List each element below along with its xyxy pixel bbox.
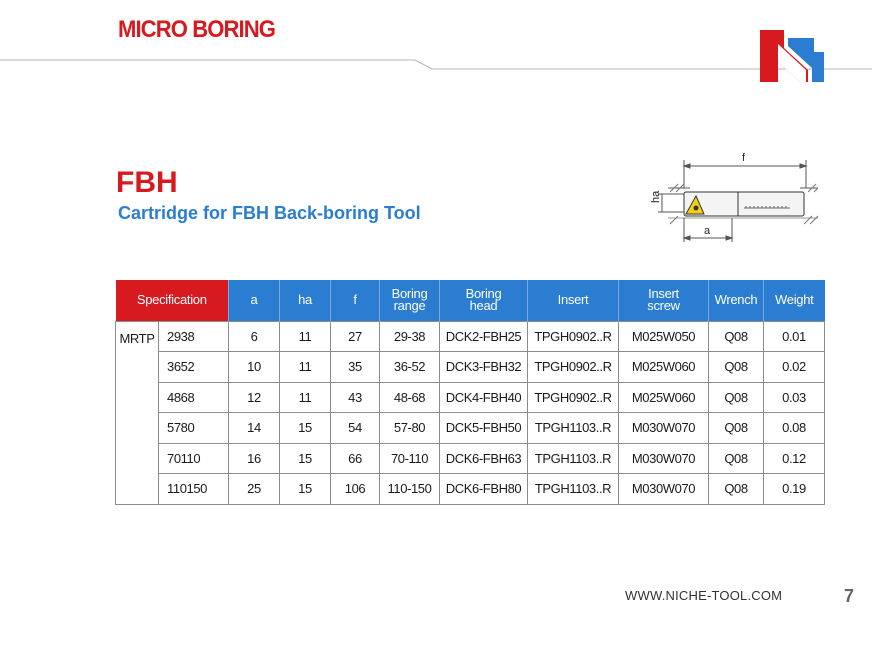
cell-a: 10 xyxy=(229,352,280,383)
cell-insert: TPGH1103..R xyxy=(528,443,619,474)
cell-weight: 0.08 xyxy=(764,413,825,444)
cell-f: 54 xyxy=(331,413,380,444)
column-header: Wrench xyxy=(709,280,764,321)
cell-range: 29-38 xyxy=(380,321,440,352)
cartridge-dimension-diagram xyxy=(640,148,830,248)
cell-wrench: Q08 xyxy=(709,382,764,413)
cell-wrench: Q08 xyxy=(709,474,764,505)
table-row xyxy=(116,443,825,474)
cell-head: DCK6-FBH80 xyxy=(440,474,528,505)
cell-weight: 0.03 xyxy=(764,382,825,413)
column-header: a xyxy=(229,280,280,321)
column-header: Boring range xyxy=(380,280,440,321)
cell-range: 70-110 xyxy=(380,443,440,474)
cell-weight: 0.02 xyxy=(764,352,825,383)
cell-insert: TPGH1103..R xyxy=(528,413,619,444)
cell-a: 25 xyxy=(229,474,280,505)
specification-table xyxy=(115,280,825,505)
cell-insert: TPGH0902..R xyxy=(528,321,619,352)
table-body xyxy=(116,321,825,504)
cell-model: 2938 xyxy=(159,321,229,352)
cell-a: 14 xyxy=(229,413,280,444)
table-row xyxy=(116,474,825,505)
cell-range: 48-68 xyxy=(380,382,440,413)
cell-wrench: Q08 xyxy=(709,413,764,444)
cell-wrench: Q08 xyxy=(709,443,764,474)
column-header: Weight xyxy=(764,280,825,321)
cell-model: 110150 xyxy=(159,474,229,505)
cell-wrench: Q08 xyxy=(709,321,764,352)
table-row xyxy=(116,352,825,383)
page-number: 7 xyxy=(844,586,855,606)
dimension-label-f: f xyxy=(742,152,746,164)
cell-insert: TPGH0902..R xyxy=(528,352,619,383)
cell-range: 110-150 xyxy=(380,474,440,505)
table-row xyxy=(116,413,825,444)
cell-f: 66 xyxy=(331,443,380,474)
header-title: MICRO BORING xyxy=(118,16,276,43)
cell-screw: M025W050 xyxy=(619,321,709,352)
cell-weight: 0.19 xyxy=(764,474,825,505)
cell-model: 5780 xyxy=(159,413,229,444)
cell-screw: M025W060 xyxy=(619,352,709,383)
cell-ha: 11 xyxy=(280,352,331,383)
cell-head: DCK3-FBH32 xyxy=(440,352,528,383)
cell-ha: 15 xyxy=(280,474,331,505)
cell-model: 3652 xyxy=(159,352,229,383)
table-row xyxy=(116,321,825,352)
cell-model: 4868 xyxy=(159,382,229,413)
series-name: MRTP xyxy=(116,321,159,504)
column-header: Insert screw xyxy=(619,280,709,321)
cell-head: DCK2-FBH25 xyxy=(440,321,528,352)
cell-insert: TPGH1103..R xyxy=(528,474,619,505)
table-header-row xyxy=(116,280,825,321)
website-url: WWW.NICHE-TOOL.COM xyxy=(625,588,783,603)
column-header: f xyxy=(331,280,380,321)
cell-range: 57-80 xyxy=(380,413,440,444)
column-header: ha xyxy=(280,280,331,321)
table-row xyxy=(116,382,825,413)
cell-weight: 0.01 xyxy=(764,321,825,352)
cell-wrench: Q08 xyxy=(709,352,764,383)
cell-f: 106 xyxy=(331,474,380,505)
cell-f: 27 xyxy=(331,321,380,352)
cell-screw: M025W060 xyxy=(619,382,709,413)
product-code: FBH xyxy=(116,166,178,199)
dimension-label-a: a xyxy=(704,225,711,237)
cell-ha: 11 xyxy=(280,382,331,413)
cell-ha: 15 xyxy=(280,413,331,444)
cell-head: DCK5-FBH50 xyxy=(440,413,528,444)
product-subtitle: Cartridge for FBH Back-boring Tool xyxy=(118,203,421,223)
cell-model: 70110 xyxy=(159,443,229,474)
cell-screw: M030W070 xyxy=(619,413,709,444)
cell-screw: M030W070 xyxy=(619,474,709,505)
header-divider-line xyxy=(0,0,872,90)
dimension-label-ha: ha xyxy=(650,190,662,203)
cell-ha: 11 xyxy=(280,321,331,352)
cell-f: 43 xyxy=(331,382,380,413)
cell-ha: 15 xyxy=(280,443,331,474)
cell-weight: 0.12 xyxy=(764,443,825,474)
column-header: Boring head xyxy=(440,280,528,321)
cell-range: 36-52 xyxy=(380,352,440,383)
cell-a: 16 xyxy=(229,443,280,474)
cell-a: 6 xyxy=(229,321,280,352)
cell-screw: M030W070 xyxy=(619,443,709,474)
cell-f: 35 xyxy=(331,352,380,383)
cell-head: DCK6-FBH63 xyxy=(440,443,528,474)
cell-head: DCK4-FBH40 xyxy=(440,382,528,413)
column-header: Specification xyxy=(116,280,229,321)
cell-insert: TPGH0902..R xyxy=(528,382,619,413)
column-header: Insert xyxy=(528,280,619,321)
niche-n-logo-icon xyxy=(760,30,824,82)
cell-a: 12 xyxy=(229,382,280,413)
